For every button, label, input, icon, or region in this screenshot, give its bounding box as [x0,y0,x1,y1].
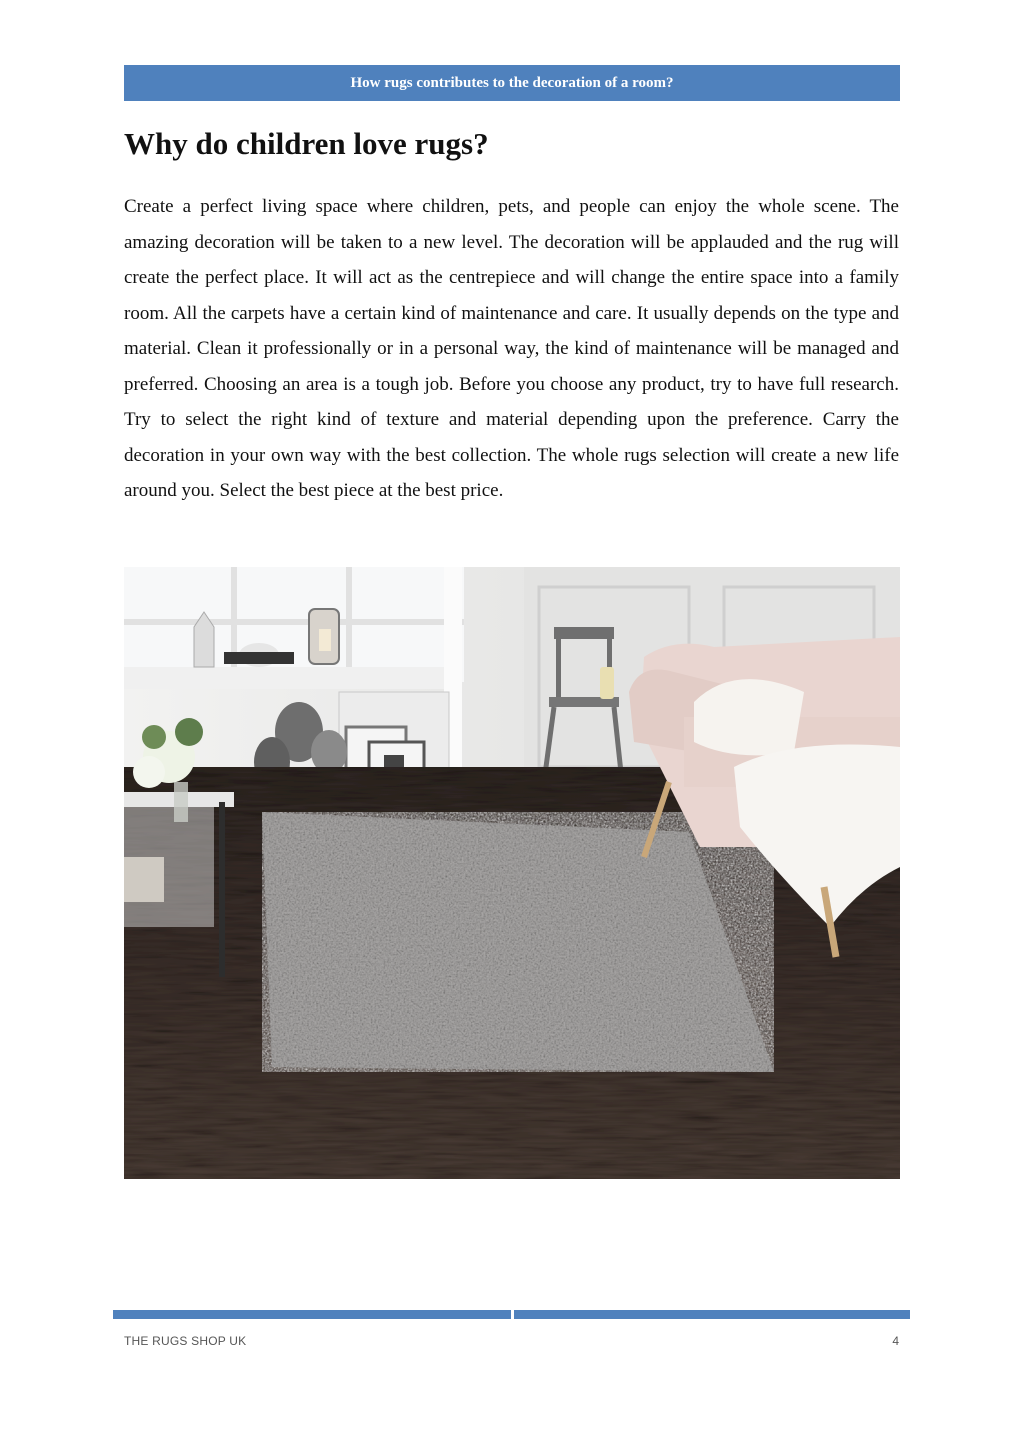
footer-rule-left [113,1310,511,1319]
living-room-rug-photo [124,567,900,1179]
footer-rule-right [514,1310,910,1319]
header-bar [124,65,900,101]
footer-company: THE RUGS SHOP UK [124,1334,247,1348]
header-title: How rugs contributes to the decoration of a room? [350,74,674,91]
page-number: 4 [892,1334,899,1348]
page-title: Why do children love rugs? [124,126,489,161]
body-paragraph: Create a perfect living space where children, pets, and people can enjoy the whole scene. The amazing decoration will be taken to a new level. The decoration will be applauded and the rug will create the perfect place. It will act as the centrepiece and will change the entire space into a family room. All the carpets have a certain kind of maintenance and care. It usually depends on the type and material. Clean it professionally or in a personal way, the kind of maintenance will be managed and preferred. Choosing an area is a tough job. Before you choose any product, try to have full research. Try to select the right kind of texture and material depending upon the preference. Carry the decoration in your own way with the best collection. The whole rugs selection will create a new life around you. Select the best piece at the best price. [124,196,899,501]
